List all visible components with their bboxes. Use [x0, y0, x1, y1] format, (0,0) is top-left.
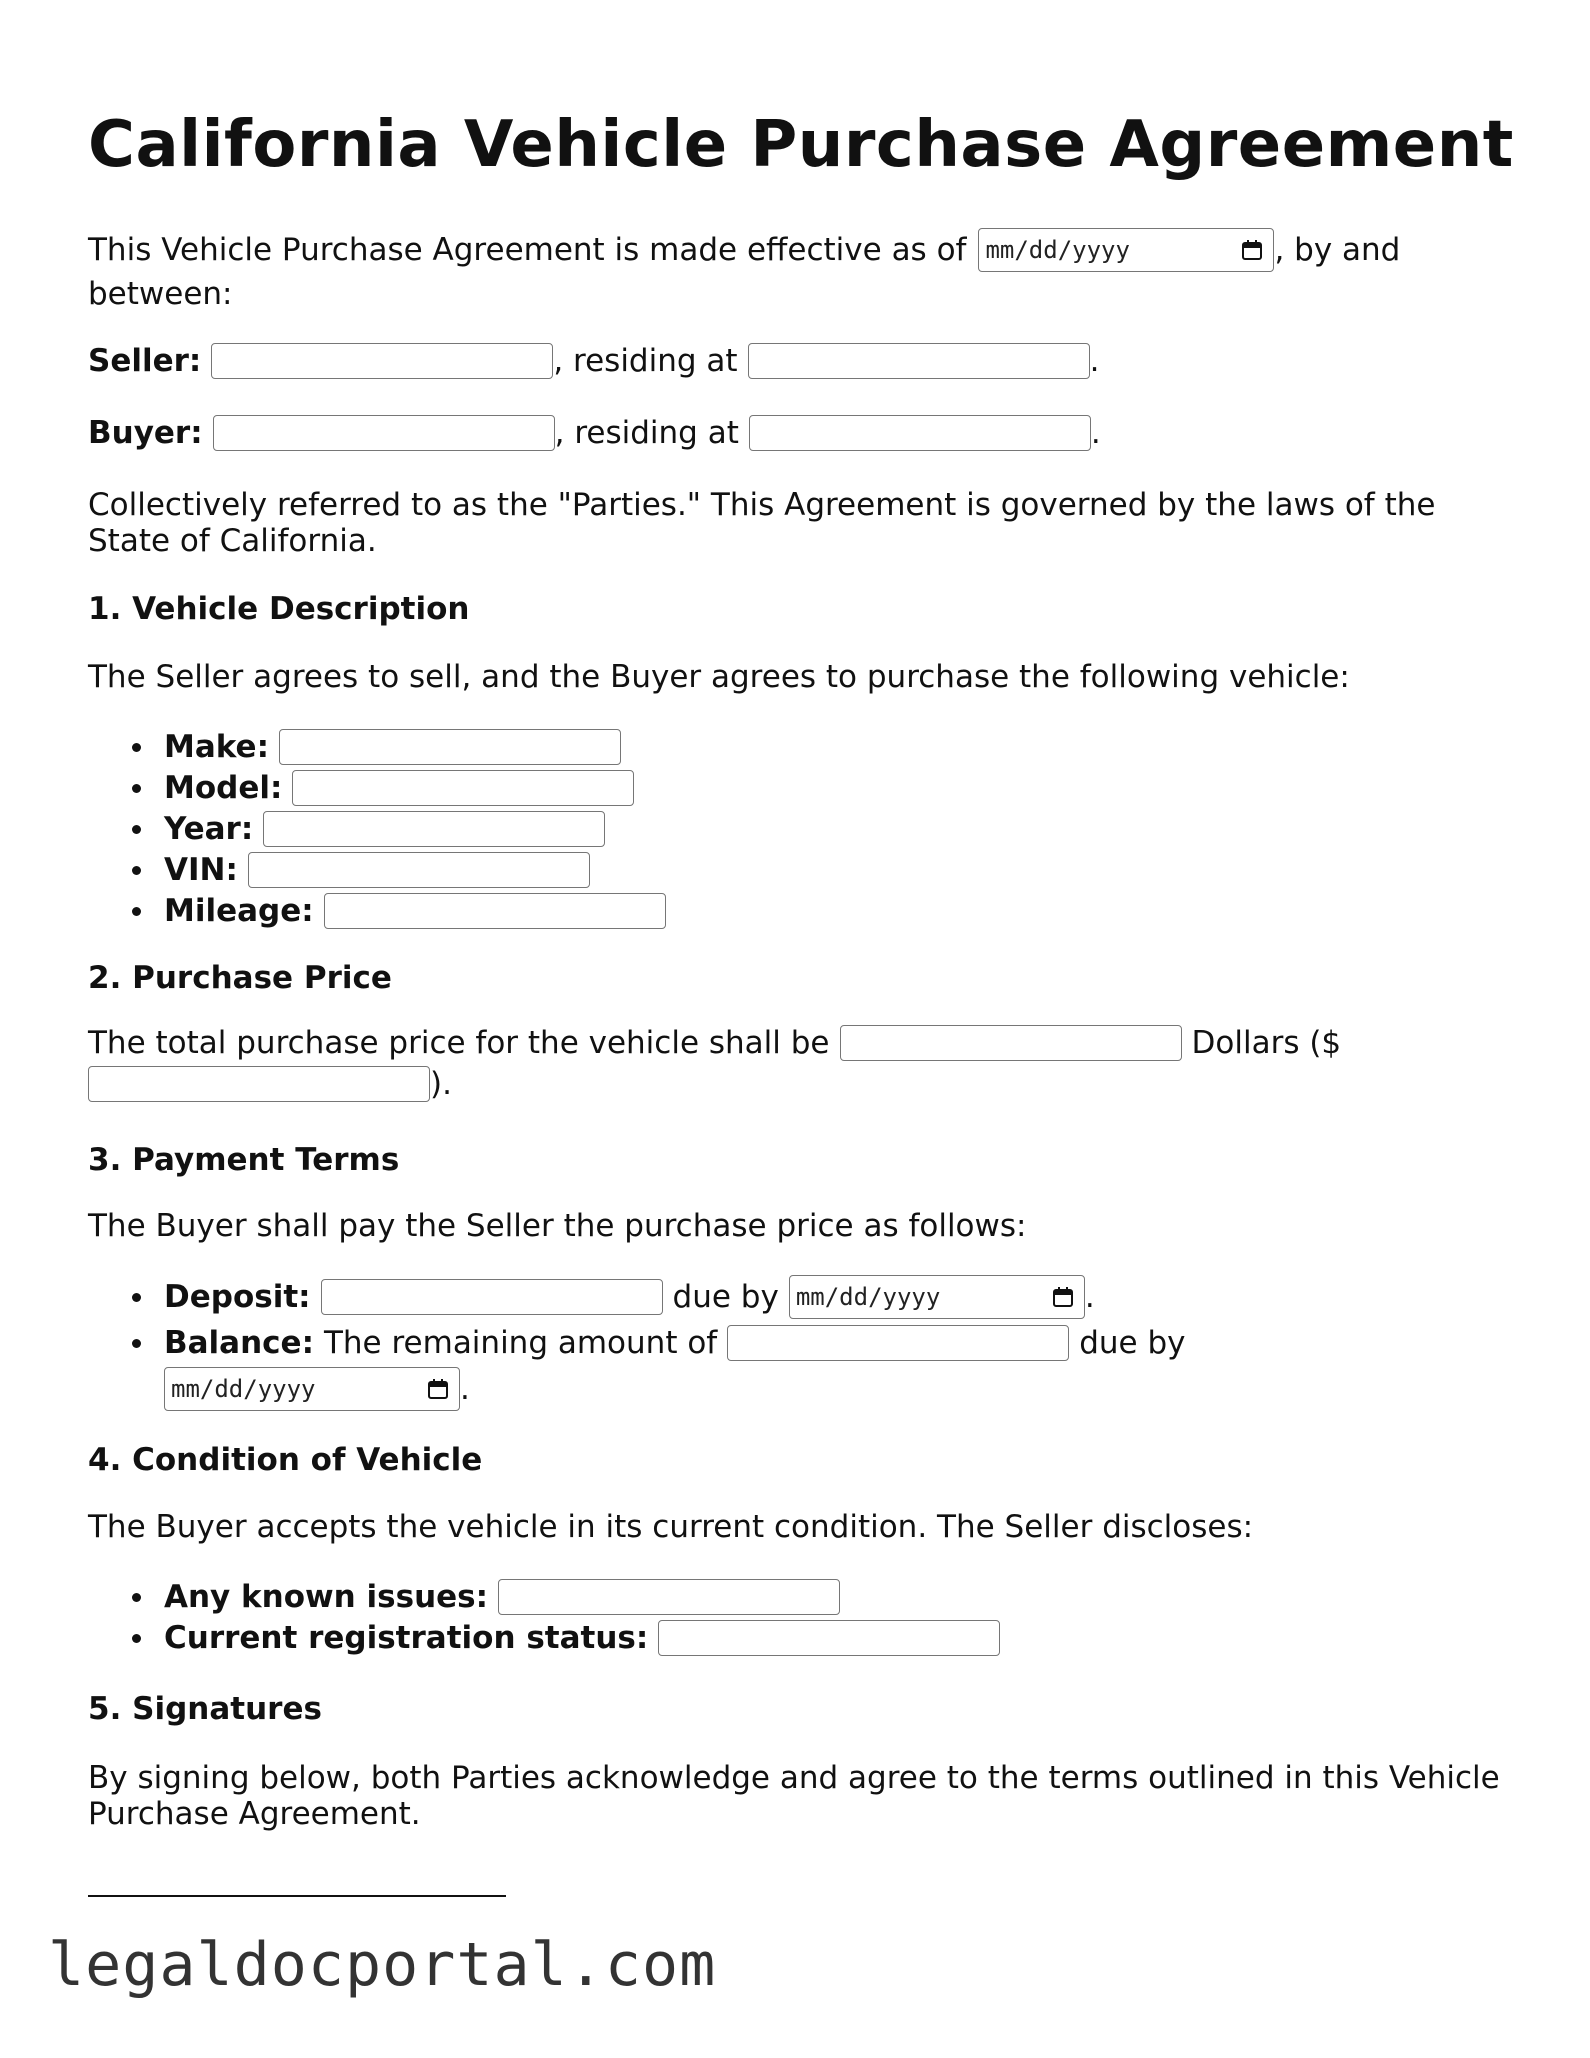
section-5-text: By signing below, both Parties acknowledge and agree to the terms outlined in this Vehicle Purchase Agreement. [88, 1760, 1500, 1832]
price-amount-input[interactable] [88, 1066, 430, 1102]
calendar-icon[interactable] [1241, 239, 1263, 261]
known-issues-input[interactable] [498, 1579, 840, 1615]
balance-amount-input[interactable] [727, 1325, 1069, 1361]
seller-name-input[interactable] [211, 343, 553, 379]
balance-text: The remaining amount of [323, 1325, 718, 1361]
seller-address-input[interactable] [748, 343, 1090, 379]
buyer-address-input[interactable] [749, 415, 1091, 451]
list-item-mileage [88, 890, 666, 931]
purchase-price-line [88, 1025, 1341, 1061]
calendar-icon[interactable] [427, 1378, 449, 1400]
period: . [460, 1371, 470, 1407]
vin-input[interactable] [248, 852, 590, 888]
condition-list [88, 1576, 1000, 1658]
list-item-vin [88, 849, 666, 890]
model-label: Model: [164, 769, 283, 806]
registration-status-input[interactable] [658, 1620, 1000, 1656]
vehicle-details-list [88, 726, 666, 931]
dollars-text: Dollars ($ [1191, 1025, 1342, 1061]
due-by-text: due by [672, 1279, 779, 1315]
section-3-text: The Buyer shall pay the Seller the purchase price as follows: [88, 1208, 1027, 1244]
seller-label: Seller: [88, 343, 202, 379]
list-item-model [88, 767, 666, 808]
period: . [1089, 343, 1100, 379]
list-item-balance [88, 1320, 1186, 1366]
intro-text: This Vehicle Purchase Agreement is made effective as of [88, 232, 967, 268]
calendar-icon[interactable] [1052, 1286, 1074, 1308]
watermark-logo: legaldocportal.com [48, 1930, 717, 2000]
date-placeholder: mm/dd/yyyy [171, 1375, 316, 1403]
page-title: California Vehicle Purchase Agreement [88, 108, 1514, 182]
make-label: Make: [164, 728, 269, 765]
period: . [1090, 415, 1101, 451]
model-input[interactable] [292, 770, 634, 806]
period: . [1084, 1279, 1095, 1315]
buyer-label: Buyer: [88, 415, 203, 451]
year-label: Year: [164, 810, 254, 847]
due-by-text: due by [1079, 1325, 1186, 1361]
list-item-balance-date [88, 1366, 1186, 1412]
balance-label: Balance: [164, 1325, 314, 1361]
section-2-heading: 2. Purchase Price [88, 960, 392, 996]
intro-text-after: , by and [1274, 232, 1401, 268]
list-item-deposit [88, 1274, 1186, 1320]
balance-date-input[interactable] [164, 1367, 460, 1411]
section-5-heading: 5. Signatures [88, 1691, 322, 1727]
list-item-year [88, 808, 666, 849]
residing-at-text: , residing at [553, 343, 738, 379]
deposit-amount-input[interactable] [321, 1279, 663, 1315]
section-4-heading: 4. Condition of Vehicle [88, 1442, 483, 1478]
list-item-registration [88, 1617, 1000, 1658]
deposit-label: Deposit: [164, 1279, 311, 1315]
intro-line [88, 228, 1400, 272]
make-input[interactable] [279, 729, 621, 765]
section-3-heading: 3. Payment Terms [88, 1142, 400, 1178]
signature-line [88, 1895, 506, 1897]
buyer-row [88, 415, 1101, 451]
purchase-price-line-2 [88, 1066, 452, 1102]
payment-terms-list [88, 1274, 1186, 1412]
effective-date-input[interactable] [978, 228, 1274, 272]
vin-label: VIN: [164, 851, 238, 888]
deposit-date-input[interactable] [789, 1275, 1085, 1319]
close-paren: ). [430, 1066, 452, 1102]
purchase-price-text: The total purchase price for the vehicle shall be [88, 1025, 830, 1061]
year-input[interactable] [263, 811, 605, 847]
list-item-make [88, 726, 666, 767]
section-4-text: The Buyer accepts the vehicle in its current condition. The Seller discloses: [88, 1509, 1254, 1545]
section-1-text: The Seller agrees to sell, and the Buyer agrees to purchase the following vehicle: [88, 659, 1350, 695]
parties-paragraph: Collectively referred to as the "Parties." This Agreement is governed by the laws of the State of California. [88, 487, 1436, 559]
buyer-name-input[interactable] [213, 415, 555, 451]
price-words-input[interactable] [840, 1025, 1182, 1061]
seller-row [88, 343, 1099, 379]
mileage-input[interactable] [324, 893, 666, 929]
date-placeholder: mm/dd/yyyy [985, 236, 1130, 264]
issues-label: Any known issues: [164, 1578, 489, 1615]
section-1-heading: 1. Vehicle Description [88, 591, 470, 627]
mileage-label: Mileage: [164, 892, 314, 929]
intro-line-2: between: [88, 276, 233, 312]
list-item-issues [88, 1576, 1000, 1617]
registration-label: Current registration status: [164, 1619, 649, 1656]
date-placeholder: mm/dd/yyyy [795, 1283, 941, 1311]
residing-at-text: , residing at [554, 415, 739, 451]
